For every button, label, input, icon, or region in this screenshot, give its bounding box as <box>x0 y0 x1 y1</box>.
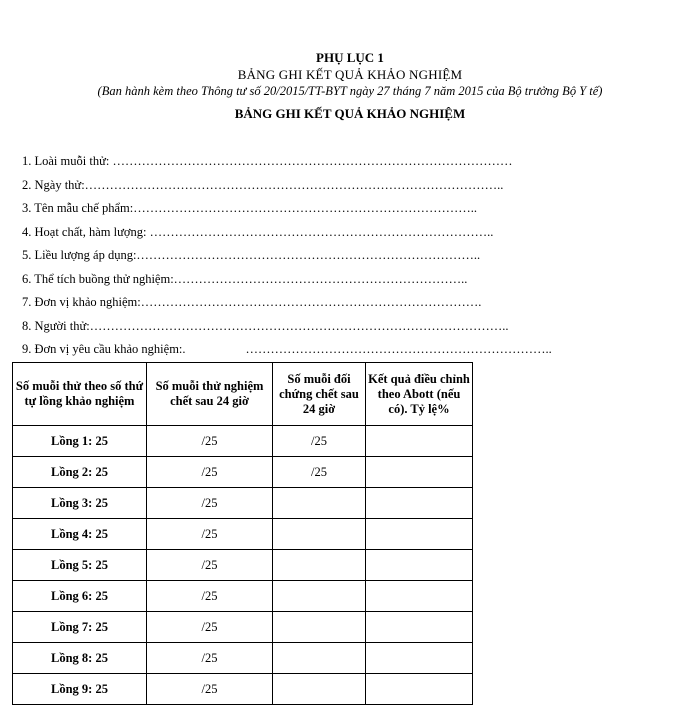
column-header-control-dead: Số muỗi đối chứng chết sau 24 giờ <box>273 363 366 426</box>
abbott-result-cell[interactable] <box>366 457 473 488</box>
table-row <box>13 519 473 550</box>
table-row <box>13 488 473 519</box>
cage-cell: Lồng 9: 25 <box>13 674 147 705</box>
abbott-result-cell[interactable] <box>366 426 473 457</box>
fill-in-line: …………………………………………………………………………………… <box>109 154 513 168</box>
field-dosage <box>22 246 700 270</box>
cage-cell: Lồng 2: 25 <box>13 457 147 488</box>
field-label: 2. Ngày thử: <box>22 177 85 192</box>
table-row <box>13 426 473 457</box>
abbott-result-cell[interactable] <box>366 612 473 643</box>
column-header-cage: Số muỗi thử theo số thứ tự lồng khảo nghiệm <box>13 363 147 426</box>
fill-in-line: …………………………………………………………….. <box>173 271 468 286</box>
cage-cell: Lồng 4: 25 <box>13 519 147 550</box>
cage-cell: Lồng 7: 25 <box>13 612 147 643</box>
field-label: 7. Đơn vị khảo nghiệm: <box>22 295 141 309</box>
field-label: 3. Tên mẫu chế phẩm: <box>22 201 134 215</box>
test-dead-cell[interactable]: /25 <box>147 426 273 457</box>
field-label: 6. Thể tích buồng thử nghiệm: <box>22 271 174 286</box>
test-dead-cell[interactable]: /25 <box>147 674 273 705</box>
field-label: 4. Hoạt chất, hàm lượng: <box>22 224 147 239</box>
fill-in-line: ……………………………………………………………………………………….. <box>84 177 504 192</box>
test-dead-cell[interactable]: /25 <box>147 612 273 643</box>
control-dead-cell[interactable] <box>273 550 366 581</box>
abbott-result-cell[interactable] <box>366 643 473 674</box>
form-fields <box>22 152 700 364</box>
fill-in-line: ………………………………………………………………………. <box>140 295 482 309</box>
document-subtitle: (Ban hành kèm theo Thông tư số 20/2015/TT-BYT ngày 27 tháng 7 năm 2015 của Bộ trưởng Bộ Y tế) <box>97 84 603 98</box>
control-dead-cell[interactable] <box>273 519 366 550</box>
abbott-result-cell[interactable] <box>366 550 473 581</box>
control-dead-cell[interactable] <box>273 488 366 519</box>
cage-cell: Lồng 8: 25 <box>13 643 147 674</box>
field-tester <box>22 317 700 341</box>
table-row <box>13 612 473 643</box>
fill-in-line: ……………………………………………………………………….. <box>133 201 477 215</box>
cage-cell: Lồng 5: 25 <box>13 550 147 581</box>
document-title: BẢNG GHI KẾT QUẢ KHẢO NGHIỆM <box>237 67 463 82</box>
appendix-label: PHỤ LỤC 1 <box>316 50 384 65</box>
control-dead-cell[interactable] <box>273 612 366 643</box>
test-dead-cell[interactable]: /25 <box>147 550 273 581</box>
field-label: 9. Đơn vị yêu cầu khảo nghiệm:. <box>22 342 186 356</box>
cage-cell: Lồng 3: 25 <box>13 488 147 519</box>
control-dead-cell[interactable] <box>273 581 366 612</box>
results-table <box>12 362 473 705</box>
test-dead-cell[interactable]: /25 <box>147 488 273 519</box>
control-dead-cell[interactable]: /25 <box>273 426 366 457</box>
field-label: 1. Loài muỗi thử: <box>22 154 110 168</box>
fill-in-line: ……………………………………………………………………………………….. <box>89 318 509 333</box>
control-dead-cell[interactable]: /25 <box>273 457 366 488</box>
table-row <box>13 457 473 488</box>
cage-cell: Lồng 1: 25 <box>13 426 147 457</box>
field-active-ingredient <box>22 223 700 247</box>
table-row <box>13 550 473 581</box>
control-dead-cell[interactable] <box>273 643 366 674</box>
field-mosquito-species <box>22 152 700 176</box>
test-dead-cell[interactable]: /25 <box>147 519 273 550</box>
fill-in-line: ……………………………………………………………………….. <box>146 224 494 239</box>
abbott-result-cell[interactable] <box>366 488 473 519</box>
test-dead-cell[interactable]: /25 <box>147 457 273 488</box>
field-sample-name <box>22 199 700 223</box>
test-dead-cell[interactable]: /25 <box>147 581 273 612</box>
field-chamber-volume <box>22 270 700 294</box>
table-header-row <box>13 363 473 426</box>
field-test-date <box>22 176 700 200</box>
column-header-abbott-result: Kết quả điều chỉnh theo Abott (nếu có). Tỷ lệ% <box>366 363 473 426</box>
column-header-test-dead: Số muỗi thử nghiệm chết sau 24 giờ <box>147 363 273 426</box>
abbott-result-cell[interactable] <box>366 581 473 612</box>
fill-in-line: ……………………………………………………………….. <box>245 342 552 356</box>
form-title: BẢNG GHI KẾT QUẢ KHẢO NGHIỆM <box>234 106 466 121</box>
field-requesting-unit <box>22 340 700 364</box>
table-row <box>13 581 473 612</box>
cage-cell: Lồng 6: 25 <box>13 581 147 612</box>
fill-in-line: ……………………………………………………………………….. <box>136 248 481 262</box>
field-label: 5. Liều lượng áp dụng: <box>22 248 137 262</box>
table-row <box>13 643 473 674</box>
test-dead-cell[interactable]: /25 <box>147 643 273 674</box>
field-testing-unit <box>22 293 700 317</box>
field-label: 8. Người thử: <box>22 318 90 333</box>
abbott-result-cell[interactable] <box>366 519 473 550</box>
